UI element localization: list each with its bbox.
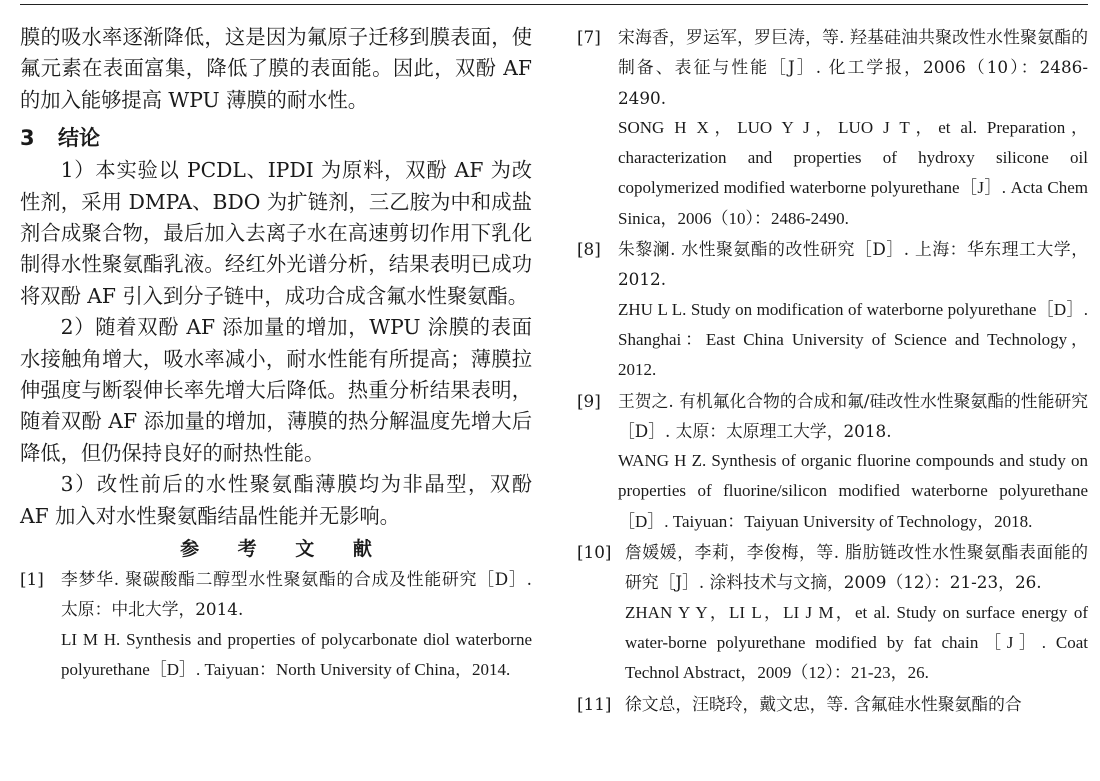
section-heading-conclusion xyxy=(20,121,532,155)
reference-citation-en: ZHAN Y Y，LI L，LI J M，et al. Study on surface energy of water-borne polyurethane modified by fat chain［J］. Coat Technol Abstract，2009（12）：21-23，26. xyxy=(625,602,1088,683)
body-paragraph-continuation: 膜的吸水率逐渐降低，这是因为氟原子迁移到膜表面，使氟元素在表面富集，降低了膜的表面能。因此，双酚 AF 的加入能够提高 WPU 薄膜的耐水性。 xyxy=(20,25,532,112)
right-column xyxy=(577,22,1088,719)
references-heading: 参 考 文 献 xyxy=(180,538,388,561)
section-number: 3 xyxy=(20,126,35,151)
reference-number: [8] xyxy=(577,239,601,260)
reference-number: [9] xyxy=(577,390,601,411)
reference-citation-cn: 王贺之. 有机氟化合物的合成和氟/硅改性水性聚氨酯的性能研究［D］. 太原：太原理工大学，2018. xyxy=(618,390,1088,441)
reference-number: [7] xyxy=(577,27,601,47)
reference-number: [10] xyxy=(577,542,612,563)
reference-entry-7 xyxy=(577,22,1088,234)
reference-number: [11] xyxy=(577,693,612,714)
reference-citation-en: LI M H. Synthesis and properties of polycarbonate diol waterborne polyurethane［D］. Taiyuan：North University of China，2014. xyxy=(61,629,532,679)
reference-citation-en: SONG H X，LUO Y J，LUO J T，et al. Preparation，characterization and properties of hydroxy silicone oil copolymerized modified waterborne polyurethane［J］. Acta Chem Sinica，2006（10）：2486-2490. xyxy=(618,117,1088,228)
section-title: 结论 xyxy=(58,126,100,151)
reference-entry-10 xyxy=(577,537,1088,688)
reference-citation-en: WANG H Z. Synthesis of organic fluorine compounds and study on properties of fluorine/silicon modified waterborne polyurethane［D］. Taiyuan：Taiyuan University of Technology，2018. xyxy=(618,451,1088,531)
reference-citation-cn: 宋海香，罗运军，罗巨涛，等. 羟基硅油共聚改性水性聚氨酯的制备、表征与性能［J］. 化工学报，2006（10）：2486-2490. xyxy=(618,27,1088,108)
reference-citation-cn: 徐文总，汪晓玲，戴文忠，等. 含氟硅水性聚氨酯的合 xyxy=(625,693,1022,714)
reference-number: [1] xyxy=(20,569,44,590)
reference-entry-9 xyxy=(577,386,1088,537)
reference-entry-1 xyxy=(20,564,532,685)
top-rule xyxy=(20,4,1088,5)
reference-citation-cn: 朱黎澜. 水性聚氨酯的改性研究［D］. 上海：华东理工大学，2012. xyxy=(618,239,1088,290)
reference-entry-8 xyxy=(577,234,1088,385)
conclusion-item-2: 2）随着双酚 AF 添加量的增加，WPU 涂膜的表面水接触角增大，吸水率减小，耐水性能有所提高；薄膜拉伸强度与断裂伸长率先增大后降低。热重分析结果表明，随着双酚 AF 添加量的增加，薄膜的热分解温度先增大后降低，但仍保持良好的耐热性能。 xyxy=(20,315,532,465)
conclusion-item-1: 1）本实验以 PCDL、IPDI 为原料，双酚 AF 为改性剂，采用 DMPA、BDO 为扩链剂，三乙胺为中和成盐剂合成聚合物，最后加入去离子水在高速剪切作用下乳化制得水性聚氨酯乳液。经红外光谱分析，结果表明已成功将双酚 AF 引入到分子链中，成功合成含氟水性聚氨酯。 xyxy=(20,158,532,308)
left-column xyxy=(20,22,532,685)
reference-citation-cn: 詹媛媛，李莉，李俊梅，等. 脂肪链改性水性聚氨酯表面能的研究［J］. 涂料技术与文摘，2009（12）：21-23，26. xyxy=(625,542,1088,593)
reference-citation-en: ZHU L L. Study on modification of waterborne polyurethane［D］. Shanghai：East China University of Science and Technology，2012. xyxy=(618,299,1088,380)
reference-entry-11 xyxy=(577,689,1088,719)
reference-citation-cn: 李梦华. 聚碳酸酯二醇型水性聚氨酯的合成及性能研究［D］. 太原：中北大学，2014. xyxy=(61,569,532,620)
conclusion-item-3: 3）改性前后的水性聚氨酯薄膜均为非晶型，双酚 AF 加入对水性聚氨酯结晶性能并无影响。 xyxy=(20,472,532,528)
